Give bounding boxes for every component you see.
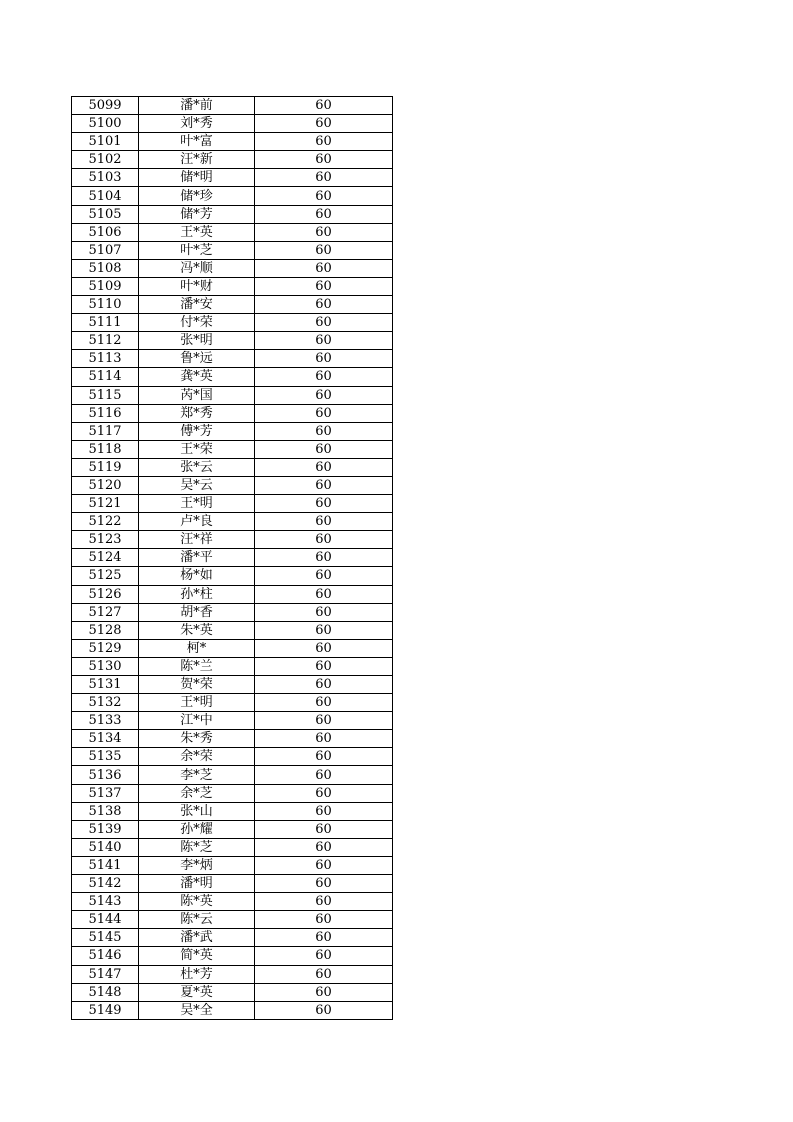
row-name-cell: 柯* — [139, 639, 255, 657]
table-row — [72, 820, 393, 838]
row-name-cell: 余*荣 — [139, 748, 255, 766]
table-row — [72, 676, 393, 694]
row-id-cell: 5123 — [72, 531, 139, 549]
row-id-cell: 5135 — [72, 748, 139, 766]
row-id-cell: 5126 — [72, 585, 139, 603]
row-name-cell: 简*英 — [139, 947, 255, 965]
row-amount-cell: 60 — [255, 748, 393, 766]
table-row — [72, 97, 393, 115]
row-amount-cell: 60 — [255, 314, 393, 332]
row-id-cell: 5113 — [72, 350, 139, 368]
row-name-cell: 李*炳 — [139, 856, 255, 874]
table-row — [72, 133, 393, 151]
row-amount-cell: 60 — [255, 531, 393, 549]
row-amount-cell: 60 — [255, 766, 393, 784]
row-id-cell: 5147 — [72, 965, 139, 983]
table-row — [72, 187, 393, 205]
table-row — [72, 314, 393, 332]
row-name-cell: 傅*芳 — [139, 422, 255, 440]
row-amount-cell: 60 — [255, 1001, 393, 1019]
row-id-cell: 5118 — [72, 440, 139, 458]
row-amount-cell: 60 — [255, 368, 393, 386]
table-row — [72, 277, 393, 295]
row-id-cell: 5131 — [72, 676, 139, 694]
table-row — [72, 983, 393, 1001]
row-name-cell: 潘*武 — [139, 929, 255, 947]
row-name-cell: 杜*芳 — [139, 965, 255, 983]
row-amount-cell: 60 — [255, 169, 393, 187]
row-amount-cell: 60 — [255, 277, 393, 295]
table-row — [72, 802, 393, 820]
table-row — [72, 856, 393, 874]
row-amount-cell: 60 — [255, 133, 393, 151]
table-row — [72, 368, 393, 386]
row-amount-cell: 60 — [255, 495, 393, 513]
row-name-cell: 叶*富 — [139, 133, 255, 151]
row-name-cell: 江*中 — [139, 712, 255, 730]
row-id-cell: 5114 — [72, 368, 139, 386]
row-name-cell: 储*珍 — [139, 187, 255, 205]
table-row — [72, 766, 393, 784]
row-id-cell: 5144 — [72, 911, 139, 929]
row-amount-cell: 60 — [255, 513, 393, 531]
row-amount-cell: 60 — [255, 639, 393, 657]
data-table — [71, 96, 393, 1020]
table-row — [72, 911, 393, 929]
row-amount-cell: 60 — [255, 386, 393, 404]
row-id-cell: 5110 — [72, 296, 139, 314]
row-name-cell: 冯*顺 — [139, 259, 255, 277]
table-row — [72, 784, 393, 802]
row-id-cell: 5142 — [72, 875, 139, 893]
table-row — [72, 404, 393, 422]
row-id-cell: 5124 — [72, 549, 139, 567]
row-name-cell: 孙*柱 — [139, 585, 255, 603]
table-row — [72, 151, 393, 169]
table-row — [72, 296, 393, 314]
row-id-cell: 5128 — [72, 621, 139, 639]
row-name-cell: 叶*财 — [139, 277, 255, 295]
row-name-cell: 王*荣 — [139, 440, 255, 458]
row-amount-cell: 60 — [255, 657, 393, 675]
table-row — [72, 531, 393, 549]
row-name-cell: 朱*英 — [139, 621, 255, 639]
row-id-cell: 5101 — [72, 133, 139, 151]
table-row — [72, 621, 393, 639]
row-amount-cell: 60 — [255, 965, 393, 983]
row-amount-cell: 60 — [255, 458, 393, 476]
row-amount-cell: 60 — [255, 838, 393, 856]
row-name-cell: 鲁*远 — [139, 350, 255, 368]
table-row — [72, 712, 393, 730]
row-id-cell: 5132 — [72, 694, 139, 712]
row-id-cell: 5139 — [72, 820, 139, 838]
row-name-cell: 储*芳 — [139, 205, 255, 223]
row-id-cell: 5145 — [72, 929, 139, 947]
table-row — [72, 947, 393, 965]
row-amount-cell: 60 — [255, 567, 393, 585]
table-row — [72, 422, 393, 440]
table-row — [72, 603, 393, 621]
row-name-cell: 陈*云 — [139, 911, 255, 929]
row-name-cell: 汪*新 — [139, 151, 255, 169]
row-id-cell: 5120 — [72, 476, 139, 494]
row-id-cell: 5116 — [72, 404, 139, 422]
row-id-cell: 5104 — [72, 187, 139, 205]
row-name-cell: 刘*秀 — [139, 115, 255, 133]
row-name-cell: 陈*英 — [139, 893, 255, 911]
row-amount-cell: 60 — [255, 549, 393, 567]
row-amount-cell: 60 — [255, 603, 393, 621]
table-row — [72, 549, 393, 567]
row-name-cell: 夏*英 — [139, 983, 255, 1001]
row-name-cell: 王*英 — [139, 223, 255, 241]
row-name-cell: 付*荣 — [139, 314, 255, 332]
row-name-cell: 潘*平 — [139, 549, 255, 567]
row-id-cell: 5117 — [72, 422, 139, 440]
row-amount-cell: 60 — [255, 911, 393, 929]
table-row — [72, 241, 393, 259]
row-name-cell: 张*明 — [139, 332, 255, 350]
row-id-cell: 5112 — [72, 332, 139, 350]
row-name-cell: 陈*芝 — [139, 838, 255, 856]
row-id-cell: 5109 — [72, 277, 139, 295]
row-amount-cell: 60 — [255, 440, 393, 458]
row-amount-cell: 60 — [255, 476, 393, 494]
row-id-cell: 5115 — [72, 386, 139, 404]
row-amount-cell: 60 — [255, 259, 393, 277]
row-name-cell: 孙*耀 — [139, 820, 255, 838]
row-name-cell: 汪*祥 — [139, 531, 255, 549]
table-row — [72, 748, 393, 766]
row-id-cell: 5127 — [72, 603, 139, 621]
table-row — [72, 1001, 393, 1019]
row-amount-cell: 60 — [255, 115, 393, 133]
table-body — [72, 97, 393, 1020]
table-row — [72, 259, 393, 277]
row-name-cell: 李*芝 — [139, 766, 255, 784]
row-id-cell: 5107 — [72, 241, 139, 259]
row-id-cell: 5140 — [72, 838, 139, 856]
row-amount-cell: 60 — [255, 983, 393, 1001]
row-id-cell: 5136 — [72, 766, 139, 784]
row-id-cell: 5133 — [72, 712, 139, 730]
row-amount-cell: 60 — [255, 712, 393, 730]
row-amount-cell: 60 — [255, 676, 393, 694]
row-name-cell: 卢*良 — [139, 513, 255, 531]
row-id-cell: 5149 — [72, 1001, 139, 1019]
table-row — [72, 115, 393, 133]
row-id-cell: 5111 — [72, 314, 139, 332]
row-amount-cell: 60 — [255, 784, 393, 802]
table-row — [72, 893, 393, 911]
row-name-cell: 张*云 — [139, 458, 255, 476]
row-amount-cell: 60 — [255, 404, 393, 422]
row-id-cell: 5125 — [72, 567, 139, 585]
row-id-cell: 5122 — [72, 513, 139, 531]
row-id-cell: 5100 — [72, 115, 139, 133]
row-id-cell: 5108 — [72, 259, 139, 277]
row-amount-cell: 60 — [255, 947, 393, 965]
table-row — [72, 694, 393, 712]
row-name-cell: 张*山 — [139, 802, 255, 820]
row-amount-cell: 60 — [255, 151, 393, 169]
row-amount-cell: 60 — [255, 296, 393, 314]
row-id-cell: 5102 — [72, 151, 139, 169]
row-name-cell: 潘*前 — [139, 97, 255, 115]
row-name-cell: 贺*荣 — [139, 676, 255, 694]
row-id-cell: 5119 — [72, 458, 139, 476]
table-row — [72, 838, 393, 856]
row-id-cell: 5146 — [72, 947, 139, 965]
table-row — [72, 567, 393, 585]
table-row — [72, 440, 393, 458]
row-id-cell: 5099 — [72, 97, 139, 115]
table-row — [72, 875, 393, 893]
table-row — [72, 639, 393, 657]
row-amount-cell: 60 — [255, 585, 393, 603]
table-row — [72, 929, 393, 947]
row-id-cell: 5141 — [72, 856, 139, 874]
row-amount-cell: 60 — [255, 929, 393, 947]
row-id-cell: 5137 — [72, 784, 139, 802]
row-amount-cell: 60 — [255, 802, 393, 820]
table-row — [72, 169, 393, 187]
table-row — [72, 332, 393, 350]
row-name-cell: 潘*明 — [139, 875, 255, 893]
row-name-cell: 郑*秀 — [139, 404, 255, 422]
table-row — [72, 458, 393, 476]
row-name-cell: 余*芝 — [139, 784, 255, 802]
row-id-cell: 5130 — [72, 657, 139, 675]
row-amount-cell: 60 — [255, 422, 393, 440]
row-id-cell: 5134 — [72, 730, 139, 748]
row-id-cell: 5148 — [72, 983, 139, 1001]
row-name-cell: 陈*兰 — [139, 657, 255, 675]
row-name-cell: 潘*安 — [139, 296, 255, 314]
row-name-cell: 杨*如 — [139, 567, 255, 585]
row-amount-cell: 60 — [255, 223, 393, 241]
row-amount-cell: 60 — [255, 332, 393, 350]
table-row — [72, 513, 393, 531]
row-id-cell: 5103 — [72, 169, 139, 187]
row-amount-cell: 60 — [255, 820, 393, 838]
row-id-cell: 5138 — [72, 802, 139, 820]
table-row — [72, 730, 393, 748]
row-amount-cell: 60 — [255, 893, 393, 911]
row-amount-cell: 60 — [255, 205, 393, 223]
row-name-cell: 王*明 — [139, 694, 255, 712]
row-id-cell: 5105 — [72, 205, 139, 223]
row-name-cell: 叶*芝 — [139, 241, 255, 259]
table-row — [72, 386, 393, 404]
table-row — [72, 965, 393, 983]
row-amount-cell: 60 — [255, 856, 393, 874]
table-row — [72, 476, 393, 494]
row-amount-cell: 60 — [255, 350, 393, 368]
row-amount-cell: 60 — [255, 187, 393, 205]
row-name-cell: 储*明 — [139, 169, 255, 187]
table-row — [72, 495, 393, 513]
table-row — [72, 657, 393, 675]
row-id-cell: 5121 — [72, 495, 139, 513]
row-id-cell: 5129 — [72, 639, 139, 657]
row-amount-cell: 60 — [255, 241, 393, 259]
row-amount-cell: 60 — [255, 730, 393, 748]
row-amount-cell: 60 — [255, 621, 393, 639]
row-name-cell: 王*明 — [139, 495, 255, 513]
table-row — [72, 350, 393, 368]
row-id-cell: 5143 — [72, 893, 139, 911]
row-amount-cell: 60 — [255, 97, 393, 115]
row-name-cell: 龚*英 — [139, 368, 255, 386]
row-name-cell: 吴*云 — [139, 476, 255, 494]
row-id-cell: 5106 — [72, 223, 139, 241]
row-name-cell: 胡*香 — [139, 603, 255, 621]
table-row — [72, 223, 393, 241]
row-amount-cell: 60 — [255, 875, 393, 893]
row-name-cell: 芮*国 — [139, 386, 255, 404]
row-amount-cell: 60 — [255, 694, 393, 712]
row-name-cell: 朱*秀 — [139, 730, 255, 748]
table-row — [72, 585, 393, 603]
table-row — [72, 205, 393, 223]
row-name-cell: 吴*全 — [139, 1001, 255, 1019]
